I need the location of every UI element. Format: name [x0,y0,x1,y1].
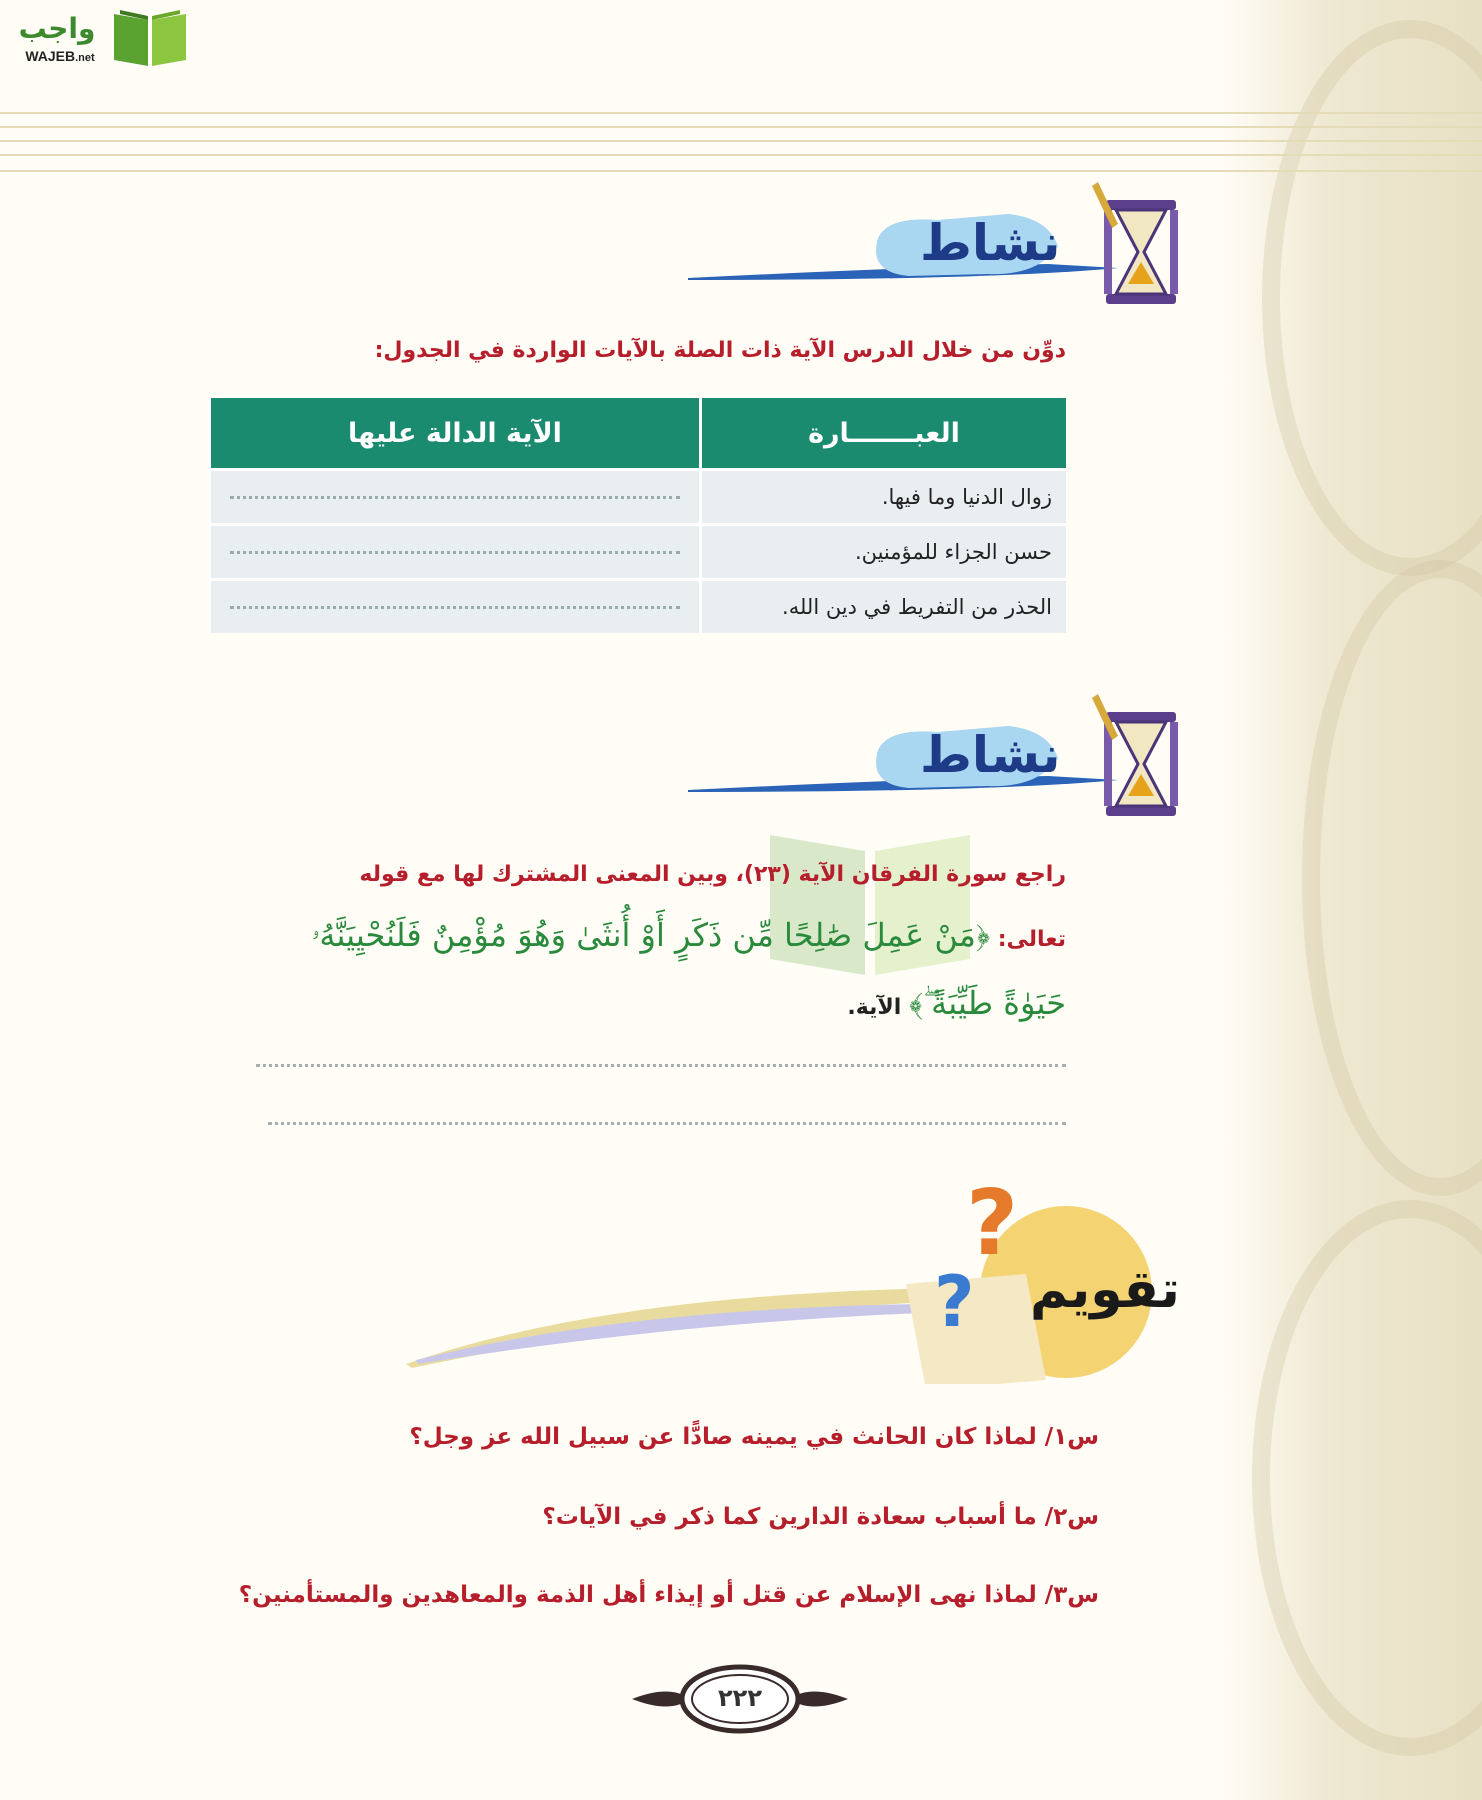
logo-arabic: واجب [18,12,96,45]
table-cell-answer[interactable] [210,580,701,634]
table-row [210,470,1067,525]
assessment-header [406,1184,1180,1384]
activity-title: نشاط [920,726,1061,784]
table-cell-answer[interactable] [210,470,701,525]
activity-header [688,176,1208,316]
activity-instruction: دوِّن من خلال الدرس الآية ذات الصلة بالآيات الواردة في الجدول: [374,338,1066,363]
page-number-ornament [630,1664,850,1734]
verse-line [236,984,1066,1023]
header-rule [0,112,1482,176]
watermark-book-icon [760,815,980,985]
question-2: س٢/ ما أسباب سعادة الدارين كما ذكر في الآيات؟ [542,1504,1099,1530]
decorative-arc [1252,1200,1482,1756]
table-cell-phrase: زوال الدنيا وما فيها. [701,470,1067,525]
quran-verse: ﴿مَنْ عَمِلَ صَٰلِحًا مِّن ذَكَرٍ أَوْ أُنثَىٰ وَهُوَ مُؤْمِنٌ فَلَنُحْيِيَنَّهُۥ [311,916,991,954]
svg-text:?: ? [934,1261,975,1343]
decorative-side-panel [1222,0,1482,1800]
decorative-arc [1302,560,1482,1196]
svg-text:?: ? [966,1184,1019,1276]
table-cell-answer[interactable] [210,525,701,580]
logo-latin: WAJEB.net [25,48,95,64]
question-3: س٣/ لماذا نهى الإسلام عن قتل أو إيذاء أهل الذمة والمعاهدين والمستأمنين؟ [238,1582,1099,1608]
site-logo[interactable] [10,6,190,70]
quran-verse: حَيَوٰةً طَيِّبَةً ۖ﴾ [908,984,1066,1022]
activity-question: راجع سورة الفرقان الآية (٢٣)، وبين المعنى المشترك لها مع قوله [359,862,1066,887]
assessment-title: تقويم [1030,1260,1180,1320]
question-1: س١/ لماذا كان الحانث في يمينه صادًّا عن سبيل الله عز وجل؟ [409,1424,1099,1450]
table-header-phrase: العبـــــــارة [701,398,1067,470]
decorative-arc [1262,20,1482,576]
answer-line[interactable] [256,1064,1066,1067]
table-cell-phrase: الحذر من التفريط في دين الله. [701,580,1067,634]
table-cell-phrase: حسن الجزاء للمؤمنين. [701,525,1067,580]
table-header-verse: الآية الدالة عليها [210,398,701,470]
activity-header [688,688,1208,828]
page-number: ٢٢٢ [718,1684,762,1712]
table-row [210,525,1067,580]
answer-line[interactable] [268,1122,1066,1125]
book-icon [110,6,190,68]
verse-lead: تعالى: [997,927,1066,952]
activity-title: نشاط [920,214,1061,272]
verse-line [236,916,1066,955]
activity-table [208,398,1066,633]
verse-tail: الآية. [847,995,902,1020]
table-row [210,580,1067,634]
